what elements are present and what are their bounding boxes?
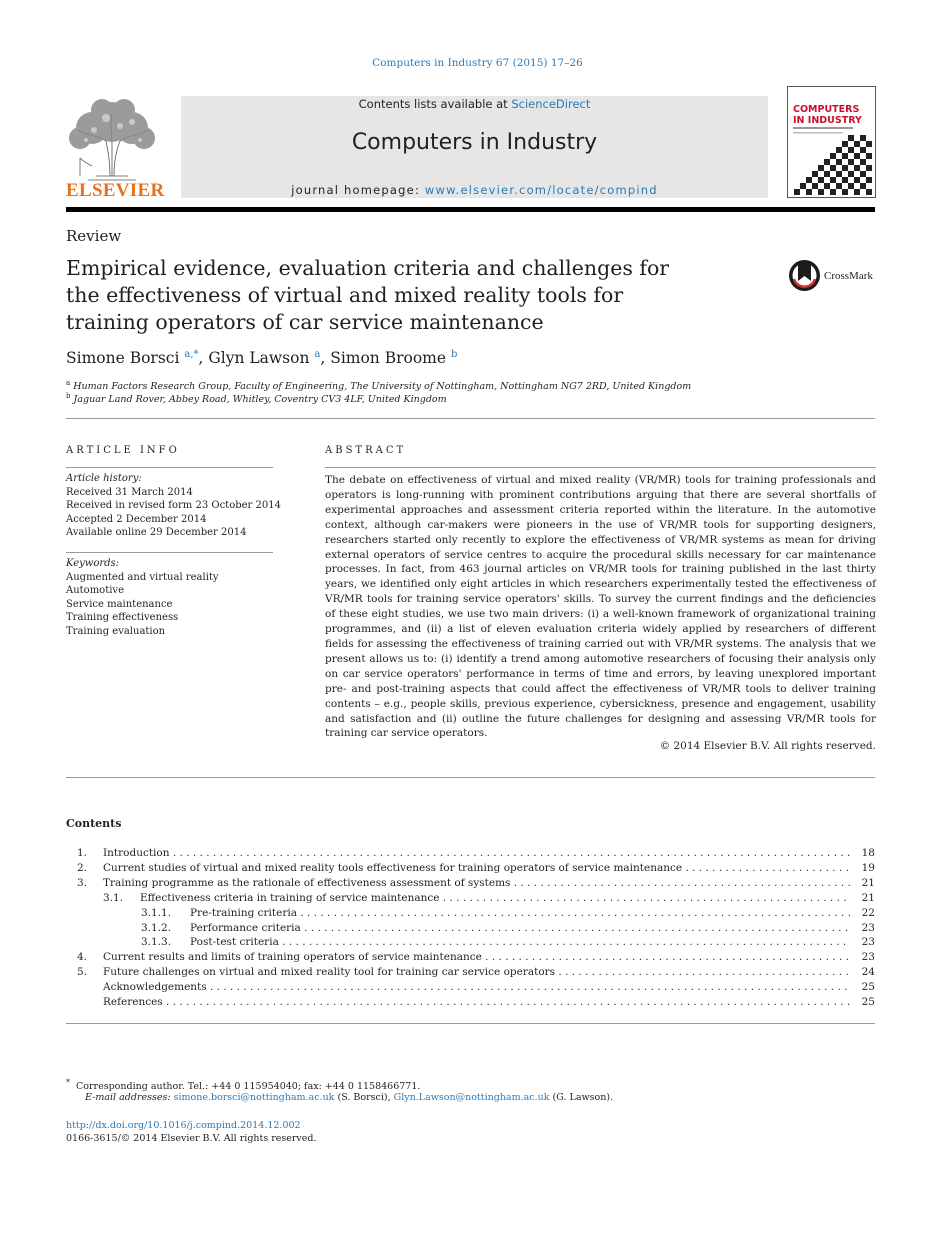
toc-entry-number: 3.1.3. — [141, 936, 172, 949]
affiliation-mark: a — [66, 379, 71, 387]
article-history — [66, 472, 281, 540]
journal-cover-image — [787, 86, 876, 198]
toc-entry-page: 19 — [861, 861, 875, 874]
toc-entry-title[interactable]: Post-test criteria . . . — [190, 936, 850, 948]
toc-entry-page: 23 — [861, 936, 875, 949]
corresponding-mark: * — [66, 1078, 70, 1087]
toc-entry-page: 24 — [861, 966, 875, 979]
toc-entry-number: 3.1.1. — [141, 906, 172, 919]
accepted-date: Accepted 2 December 2014 — [66, 513, 207, 525]
toc-entry[interactable] — [66, 892, 875, 907]
doi-link[interactable]: http://dx.doi.org/10.1016/j.compind.2014.12.002 — [66, 1120, 301, 1131]
contents-available-line — [181, 97, 768, 111]
toc-entry[interactable] — [66, 907, 875, 922]
email-link-borsci[interactable]: simone.borsci@nottingham.ac.uk — [173, 1092, 335, 1103]
article-type: Review — [66, 227, 122, 245]
crossmark-icon[interactable] — [788, 259, 821, 292]
author-name: Glyn Lawson — [208, 349, 310, 368]
history-label: Article history: — [66, 473, 142, 484]
homepage-prefix: journal homepage: — [291, 183, 425, 197]
author-separator: , — [320, 349, 331, 368]
toc-entry[interactable] — [66, 966, 875, 981]
journal-homepage-line — [181, 183, 768, 197]
online-date: Available online 29 December 2014 — [66, 527, 247, 538]
keyword: Training evaluation — [66, 625, 166, 637]
author-separator: , — [198, 349, 209, 368]
keyword: Automotive — [66, 585, 124, 596]
author-affiliation-mark[interactable]: a — [314, 349, 321, 360]
affiliation-a — [66, 379, 691, 392]
abstract-rule — [325, 467, 876, 468]
toc-entry-page: 21 — [861, 891, 875, 904]
toc-entry-title[interactable]: References . . . — [103, 996, 850, 1008]
toc-entry[interactable] — [66, 951, 875, 966]
toc-entry-title[interactable]: Pre-training criteria . . . — [190, 907, 850, 919]
affiliation-rule — [66, 418, 875, 419]
toc-entry-title[interactable]: Performance criteria . . . — [190, 922, 850, 934]
toc-entry-title[interactable]: Current results and limits of training operators of service maintenance . . . — [103, 951, 850, 963]
toc-entry-page: 18 — [861, 847, 875, 859]
author-affiliation-mark[interactable]: a,* — [184, 349, 199, 360]
toc-entry-number: 1. — [77, 847, 88, 859]
toc-entry-number: 2. — [77, 861, 88, 874]
toc-entry[interactable] — [66, 936, 875, 951]
toc-entry-number: 3.1. — [103, 891, 124, 904]
article-title: Empirical evidence, evaluation criteria and challenges for the effectiveness of virtual and mixed reality tools for training operators of car service maintenance — [66, 256, 670, 334]
author-name: Simon Broome — [330, 349, 447, 368]
contents-heading: Contents — [66, 817, 122, 830]
abstract-text: The debate on effectiveness of virtual and mixed reality (VR/MR) tools for training professionals and operators is long-running with prominent contributions arguing that there are several shortfalls of experimental approaches and assessment criteria reported within the literature. In the automotive context, although car-makers were pioneers in the use of VR/MR tools for supporting designers, researchers started only recently to explore the effectiveness of VR/MR systems as mean for driving external operators of service centres to acquire the procedural skills necessary for car maintenance processes. In fact, from 463 journal articles on VR/MR tools for training published in the last thirty years, we identified only eight articles in which researchers experimentally tested the effectiveness of VR/MR tools for training service operators' skills. To survey the current findings and the deficiencies of these eight studies, we use two main drivers: (i) a well-known framework of organizational training programmes, and (ii) a list of eleven evaluation criteria widely applied by researchers of different fields for assessing the effectiveness of training carried out with VR/MR systems. The analysis that we present allows us to: (i) identify a trend among automotive researchers of focusing their analysis only on car service operators' performance in terms of time and errors, by leaving unexplored important pre- and post-training aspects that could affect the effectiveness of VR/MR tools to deliver training contents – e.g., people skills, previous experience, cybersickness, presence and engagement, usability and satisfaction and (ii) outline the future challenges for designing and assessing VR/MR tools for training car service operators. — [325, 474, 876, 740]
keywords-rule — [66, 552, 273, 553]
keyword: Service maintenance — [66, 598, 173, 610]
author-name: Simone Borsci — [66, 349, 180, 368]
toc-entry-number: 3.1.2. — [141, 921, 172, 934]
toc-entry[interactable] — [66, 877, 875, 892]
toc-entry[interactable] — [66, 996, 875, 1011]
toc-entry-title[interactable]: Introduction . . . — [103, 847, 850, 859]
toc-entry[interactable] — [66, 862, 875, 877]
journal-title: Computers in Industry — [351, 130, 598, 155]
affiliation-text: Human Factors Research Group, Faculty of Engineering, The University of Nottingham, Nottingham NG7 2RD, United Kingdom — [73, 381, 692, 393]
keyword: Training effectiveness — [66, 612, 179, 623]
elsevier-wordmark: ELSEVIER — [66, 180, 165, 201]
abstract-bottom-rule — [66, 777, 875, 778]
affiliation-mark: b — [66, 392, 71, 400]
toc-entry-page: 23 — [861, 951, 875, 964]
toc-entry-title[interactable]: Training programme as the rationale of effectiveness assessment of systems . . . — [103, 877, 850, 889]
journal-citation-link[interactable]: Computers in Industry 67 (2015) 17–26 — [372, 57, 583, 69]
affiliation-b — [66, 392, 447, 405]
received-date: Received 31 March 2014 — [66, 486, 193, 498]
toc-entry-number: 3. — [77, 876, 88, 889]
toc-entry-page: 23 — [861, 921, 875, 934]
toc-entry-number: 4. — [77, 951, 88, 964]
article-info-heading: ARTICLE INFO — [66, 445, 180, 456]
affiliation-text: Jaguar Land Rover, Abbey Road, Whitley, Coventry CV3 4LF, United Kingdom — [73, 394, 447, 406]
author-list — [66, 349, 457, 367]
toc-entry-page: 25 — [861, 996, 875, 1008]
revised-date: Received in revised form 23 October 2014 — [66, 500, 281, 511]
keyword: Augmented and virtual reality — [66, 571, 219, 583]
doi-line — [66, 1120, 301, 1131]
sciencedirect-link[interactable]: ScienceDirect — [511, 97, 591, 111]
toc-entry-page: 22 — [861, 906, 875, 919]
contents-bottom-rule — [66, 1023, 875, 1024]
toc-entry[interactable] — [66, 922, 875, 937]
keywords-block — [66, 557, 281, 638]
toc-entry-title[interactable]: Acknowledgements . . . — [103, 981, 850, 993]
contents-prefix: Contents lists available at — [358, 97, 512, 111]
article-info-rule — [66, 467, 273, 468]
crossmark-label[interactable]: CrossMark — [824, 270, 873, 282]
toc-entry-title[interactable]: Effectiveness criteria in training of service maintenance . . . — [140, 892, 850, 904]
toc-entry[interactable] — [66, 847, 875, 862]
toc-entry-page: 21 — [861, 876, 875, 889]
toc-entry-title[interactable]: Future challenges on virtual and mixed reality tool for training car service operators . . . — [103, 966, 850, 978]
cover-pattern — [788, 87, 875, 197]
journal-homepage-link[interactable]: www.elsevier.com/locate/compind — [424, 183, 658, 197]
email-name-lawson: (G. Lawson). — [552, 1092, 614, 1103]
email-link-lawson[interactable]: Glyn.Lawson@nottingham.ac.uk — [393, 1092, 550, 1103]
cover-title: COMPUTERS IN INDUSTRY — [793, 104, 862, 126]
email-name-borsci: (S. Borsci), — [337, 1092, 391, 1103]
corresponding-text: Corresponding author. Tel.: +44 0 115954040; fax: +44 0 1158466771. — [76, 1081, 421, 1093]
header-rule — [66, 207, 875, 212]
toc-entry-number: 5. — [77, 966, 88, 979]
corresponding-author-note — [66, 1078, 420, 1092]
abstract-copyright: © 2014 Elsevier B.V. All rights reserved. — [659, 740, 876, 752]
toc-entry-page: 25 — [861, 981, 875, 994]
email-label: E-mail addresses: — [85, 1092, 171, 1103]
email-note — [85, 1092, 613, 1103]
keywords-label: Keywords: — [66, 558, 120, 569]
issn-line: 0166-3615/© 2014 Elsevier B.V. All rights reserved. — [66, 1133, 317, 1144]
toc-entry-title[interactable]: Current studies of virtual and mixed reality tools effectiveness for training operators of service maintenance . . . — [103, 862, 850, 874]
toc-entry[interactable] — [66, 981, 875, 996]
abstract-heading: ABSTRACT — [325, 445, 407, 456]
author-affiliation-mark[interactable]: b — [451, 349, 458, 360]
